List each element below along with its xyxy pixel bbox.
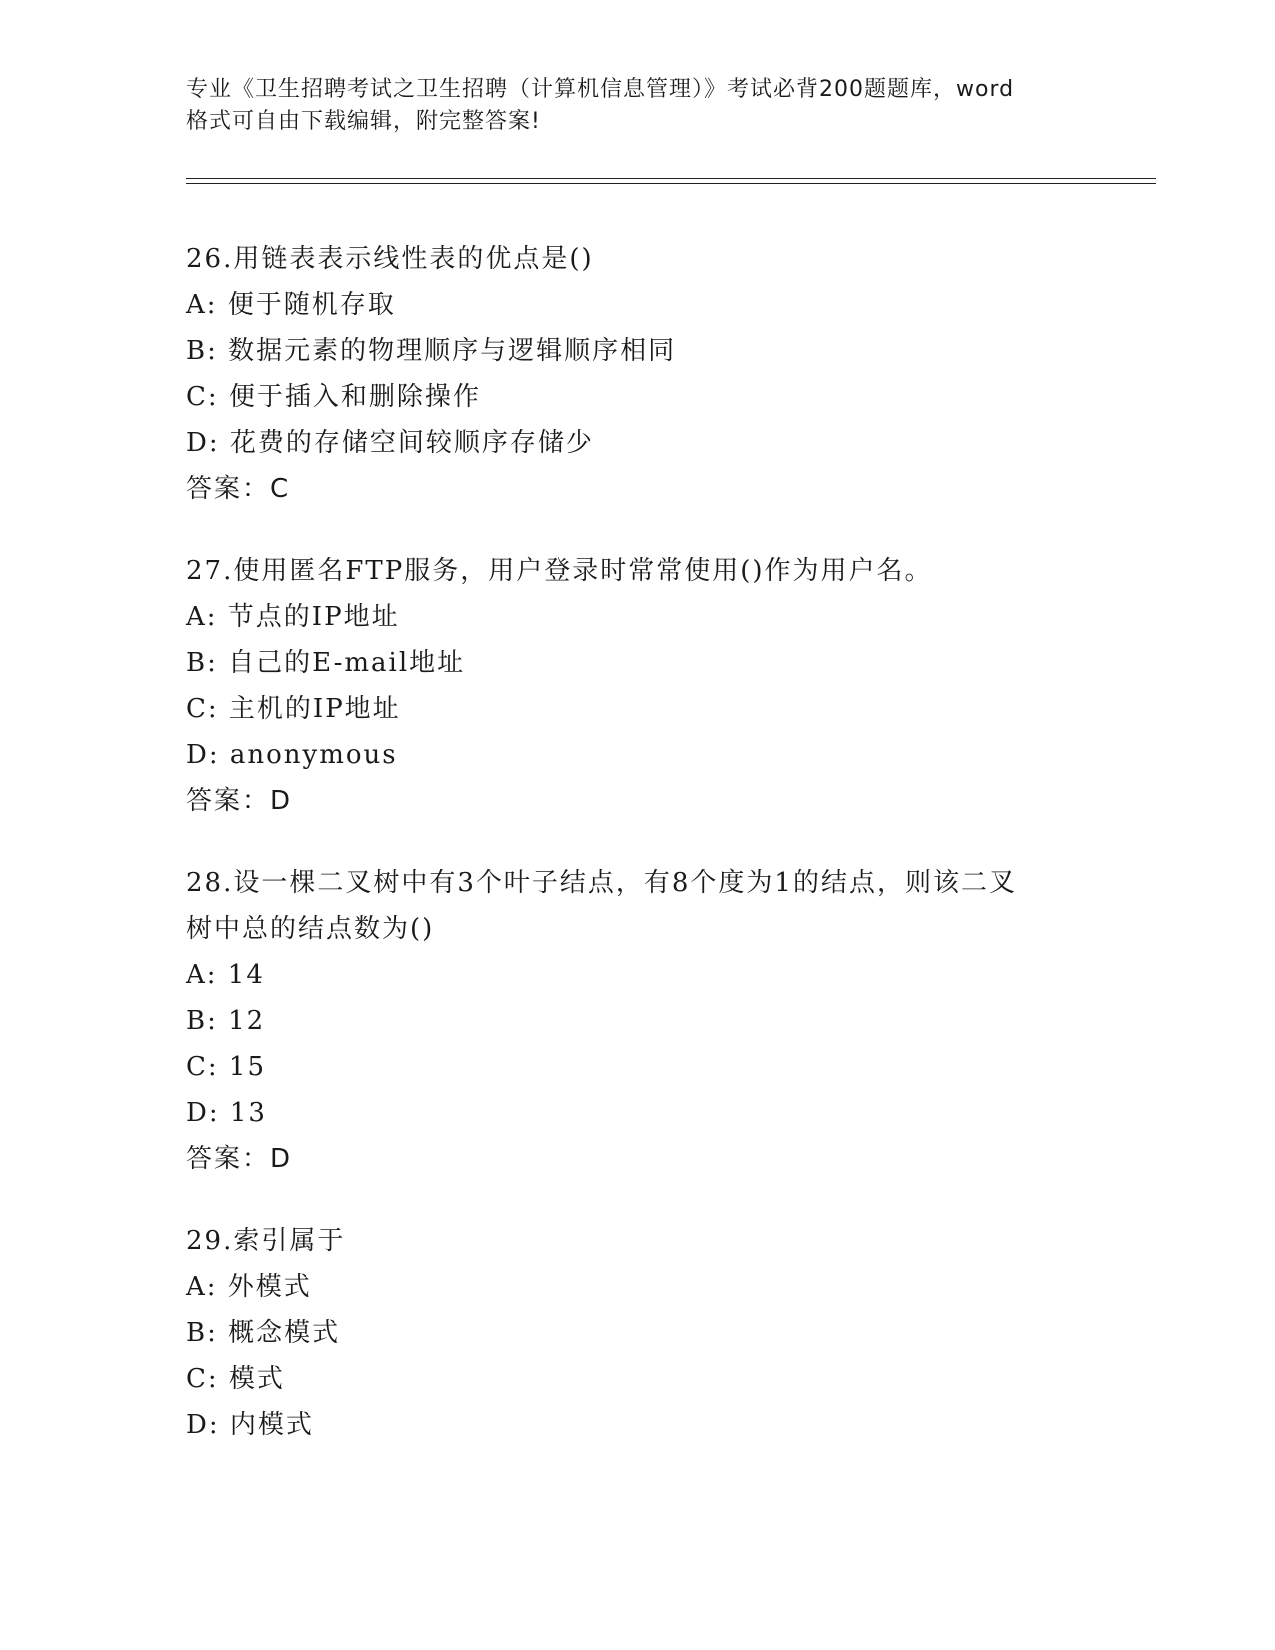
option-a: A: 便于随机存取 bbox=[186, 290, 396, 320]
question-26 bbox=[186, 236, 1106, 512]
question-title-line-1: 28.设一棵二叉树中有3个叶子结点，有8个度为1的结点，则该二叉 bbox=[186, 868, 1017, 898]
question-27 bbox=[186, 548, 1106, 824]
answer: 答案：D bbox=[186, 1144, 293, 1174]
question-title: 26.用链表表示线性表的优点是() bbox=[186, 244, 594, 274]
question-29 bbox=[186, 1218, 1106, 1448]
answer: 答案：C bbox=[186, 474, 291, 504]
option-c: C: 便于插入和删除操作 bbox=[186, 382, 481, 412]
question-28 bbox=[186, 860, 1106, 1182]
option-c: C: 主机的IP地址 bbox=[186, 694, 401, 724]
option-c: C: 模式 bbox=[186, 1364, 285, 1394]
option-d: D: anonymous bbox=[186, 740, 398, 770]
option-d: D: 花费的存储空间较顺序存储少 bbox=[186, 428, 594, 458]
answer: 答案：D bbox=[186, 786, 293, 816]
option-a: A: 14 bbox=[186, 960, 265, 990]
question-title-line-2: 树中总的结点数为() bbox=[186, 914, 435, 944]
question-list bbox=[186, 236, 1106, 1484]
question-title: 29.索引属于 bbox=[186, 1226, 346, 1256]
option-a: A: 外模式 bbox=[186, 1272, 312, 1302]
header-divider-bottom bbox=[186, 183, 1156, 184]
option-c: C: 15 bbox=[186, 1052, 267, 1082]
option-d: D: 内模式 bbox=[186, 1410, 314, 1440]
option-a: A: 节点的IP地址 bbox=[186, 602, 400, 632]
header-line-1: 专业《卫生招聘考试之卫生招聘（计算机信息管理）》考试必背200题题库，word bbox=[186, 77, 1015, 102]
option-d: D: 13 bbox=[186, 1098, 267, 1128]
option-b: B: 自己的E-mail地址 bbox=[186, 648, 466, 678]
option-b: B: 概念模式 bbox=[186, 1318, 341, 1348]
document-header bbox=[186, 74, 1086, 138]
header-divider-top bbox=[186, 178, 1156, 179]
header-line-2: 格式可自由下载编辑，附完整答案! bbox=[186, 109, 541, 134]
option-b: B: 12 bbox=[186, 1006, 266, 1036]
option-b: B: 数据元素的物理顺序与逻辑顺序相同 bbox=[186, 336, 677, 366]
question-title: 27.使用匿名FTP服务，用户登录时常常使用()作为用户名。 bbox=[186, 556, 933, 586]
